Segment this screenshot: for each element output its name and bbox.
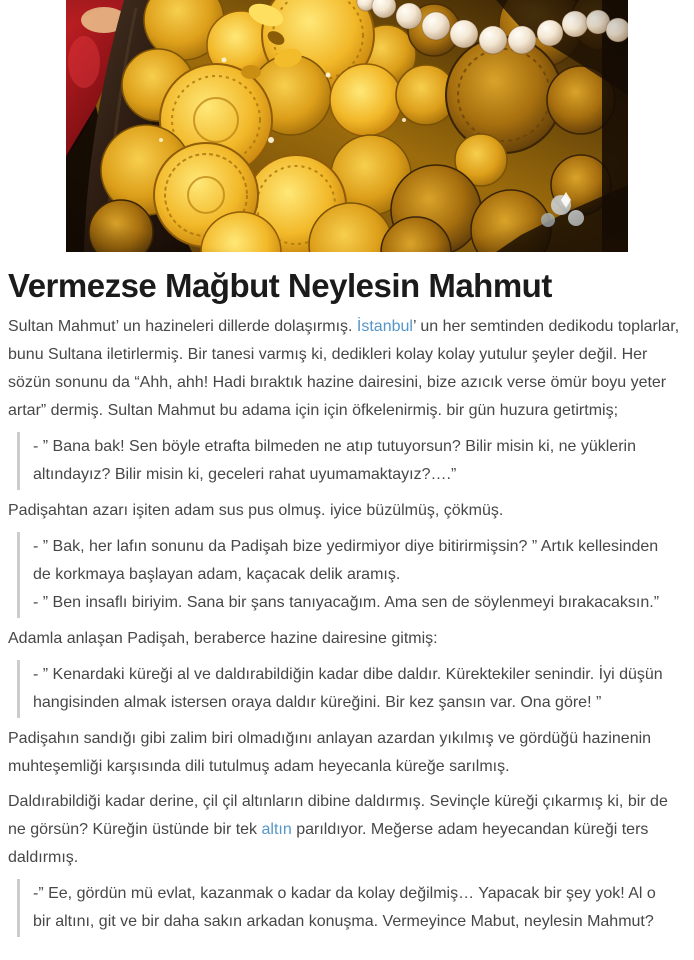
quote-block-2 xyxy=(17,532,686,618)
article-paragraph-5 xyxy=(8,788,686,872)
article-title: Vermezse Mağbut Neylesin Mahmut xyxy=(8,267,552,304)
gold-coins-photo xyxy=(66,0,628,252)
istanbul-link[interactable]: İstanbul xyxy=(356,318,413,335)
altin-link[interactable]: altın xyxy=(261,821,292,838)
paragraph-text: parıldıyor. Meğerse adam heyecandan küreği ters daldırmış. xyxy=(8,821,649,866)
quote-block-4 xyxy=(17,879,686,937)
paragraph-text: Sultan Mahmut’ un hazineleri dillerde dolaşırmış. xyxy=(8,318,357,335)
quote-text: - ” Bak, her lafın sonunu da Padişah bize yedirmiyor diye bitirirmişsin? ” Artık kellesinden de korkmaya başlayan adam, kaçacak delik aramış. xyxy=(33,538,659,583)
quote-block-1 xyxy=(17,432,686,490)
article-paragraph-2: Padişahtan azarı işiten adam sus pus olmuş. iyice büzülmüş, çökmüş. xyxy=(8,502,504,519)
quote-text: - ” Bana bak! Sen böyle etrafta bilmeden ne atıp tutuyorsun? Bilir misin ki, ne yüklerin altındayız? Bilir misin ki, geceleri rahat uyumamaktayız?….” xyxy=(33,438,636,483)
quote-text: - ” Kenardaki küreği al ve daldırabildiğin kadar dibe daldır. Kürektekiler senindir. İyi düşün hangisinden almak istersen oraya daldır küreğini. Bir kez şansın var. Ona göre! ” xyxy=(33,666,663,711)
quote-text: -” Ee, gördün mü evlat, kazanmak o kadar da kolay değilmiş… Yapacak bir şey yok! Al o bir altını, git ve bir daha sakın arkadan konuşma. Vermeyince Mabut, neylesin Mahmut? xyxy=(33,885,656,930)
quote-text: - ” Ben insaflı biriyim. Sana bir şans tanıyacağım. Ama sen de söylenmeyi bırakacaksın.” xyxy=(33,594,660,611)
hero-image xyxy=(66,0,628,252)
quote-block-3 xyxy=(17,660,686,718)
article-paragraph-4: Padişahın sandığı gibi zalim biri olmadığını anlayan azardan yıkılmış ve gördüğü hazinenin muhteşemliği karşısında dili tutulmuş adam heyecanla küreğe sarılmış. xyxy=(8,730,652,775)
paragraph-text: Daldırabildiği kadar derine, çil çil altınların dibine daldırmış. Sevinçle küreği çıkarmış ki, bir de ne görsün? Küreğin üstünde bir tek xyxy=(8,793,668,838)
paragraph-text: ’ un her semtinden dedikodu toplarlar, bunu Sultana iletirlermiş. Bir tanesi varmış ki, dedikleri kolay kolay yutulur şeyler değil. Her sözün sonunu da “Ahh, ahh! Hadi bıraktık hazine dairesini, bize azıcık verse ömür boyu yeter artar” dermiş. Sultan Mahmut bu adama için için öfkelenirmiş. bir gün huzura getirtmiş; xyxy=(8,318,680,419)
article-paragraph-3: Adamla anlaşan Padişah, beraberce hazine dairesine gitmiş: xyxy=(8,630,438,647)
article-paragraph-1 xyxy=(8,313,686,425)
